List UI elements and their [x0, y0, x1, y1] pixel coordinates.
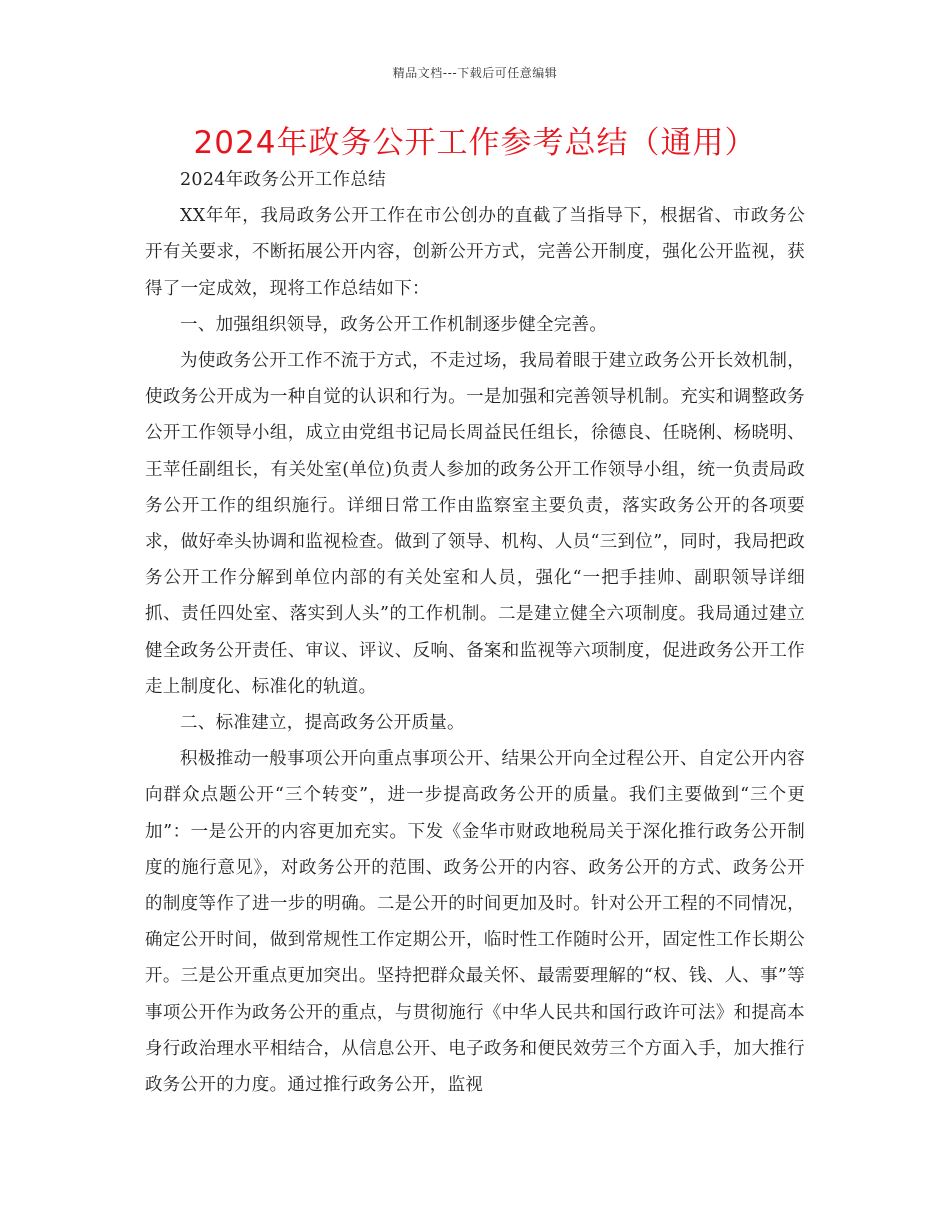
intro-paragraph: XX年年，我局政务公开工作在市公创办的直截了当指导下，根据省、市政务公开有关要求，不断拓展公开内容，创新公开方式，完善公开制度，强化公开监视，获得了一定成效，现将工作总结如下：: [145, 206, 805, 299]
section-heading-2: 二、标准建立，提高政务公开质量。: [180, 713, 465, 734]
body-paragraph: 为使政务公开工作不流于方式，不走过场，我局着眼于建立政务公开长效机制，使政务公开成为一种自觉的认识和行为。一是加强和完善领导机制。充实和调整政务公开工作领导小组，成立由党组书记局长周益民任组长，徐德良、任晓俐、杨晓明、王苹任副组长，有关处室(单位)负责人参加的政务公开工作领导小组，统一负责局政务公开工作的组织施行。详细日常工作由监察室主要负责，落实政务公开的各项要求，做好牵头协调和监视检查。做到了领导、机构、人员“三到位”，同时，我局把政务公开工作分解到单位内部的有关处室和人员，强化“一把手挂帅、副职领导详细抓、责任四处室、落实到人头”的工作机制。二是建立健全六项制度。我局通过建立健全政务公开责任、审议、评议、反响、备案和监视等六项制度，促进政务公开工作走上制度化、标准化的轨道。: [145, 351, 805, 697]
document-title: 2024年政务公开工作参考总结（通用）: [193, 125, 757, 161]
header-note: 精品文档---下载后可任意编辑: [392, 66, 558, 80]
body-paragraph: 积极推动一般事项公开向重点事项公开、结果公开向全过程公开、自定公开内容向群众点题公开“三个转变”，进一步提高政务公开的质量。我们主要做到“三个更加”：一是公开的内容更加充实。下发《金华市财政地税局关于深化推行政务公开制度的施行意见》，对政务公开的范围、政务公开的内容、政务公开的方式、政务公开的制度等作了进一步的明确。二是公开的时间更加及时。针对公开工程的不同情况，确定公开时间，做到常规性工作定期公开，临时性工作随时公开，固定性工作长期公开。三是公开重点更加突出。坚持把群众最关怀、最需要理解的“权、钱、人、事”等事项公开作为政务公开的重点，与贯彻施行《中华人民共和国行政许可法》和提高本身行政治理水平相结合，从信息公开、电子政务和便民效劳三个方面入手，加大推行政务公开的力度。通过推行政务公开，监视: [145, 749, 805, 1096]
section-heading-1: 一、加强组织领导，政务公开工作机制逐步健全完善。: [180, 314, 608, 335]
document-body: [145, 162, 805, 1103]
subtitle-paragraph: 2024年政务公开工作总结: [180, 170, 386, 190]
